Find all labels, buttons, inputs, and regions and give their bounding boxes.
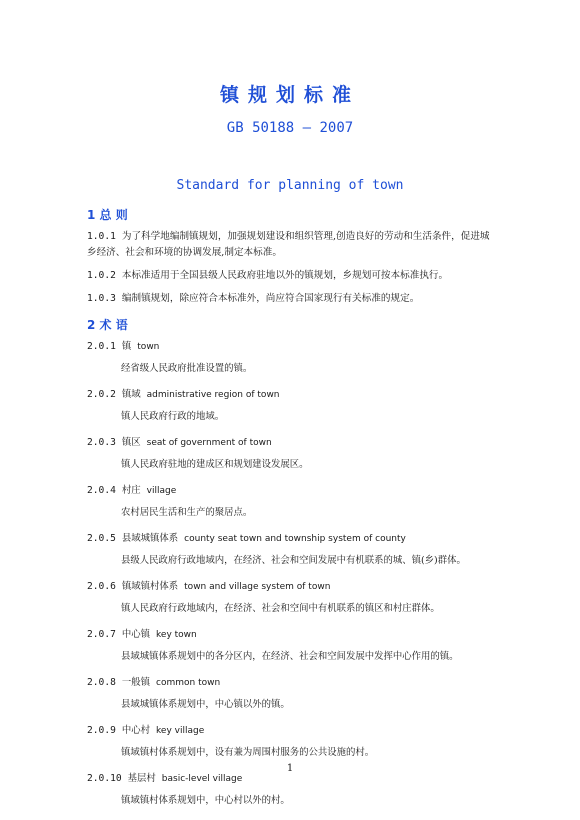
term-chinese: 村庄	[121, 485, 141, 496]
clause-1-0-1	[87, 229, 497, 261]
term-2-0-6	[87, 579, 497, 616]
term-english: key town	[156, 630, 197, 640]
term-chinese: 镇域	[121, 389, 141, 400]
term-number: 2.0.2	[87, 389, 116, 400]
term-definition: 镇域镇村体系规划中，中心村以外的村。	[121, 795, 290, 806]
term-definition: 农村居民生活和生产的聚居点。	[121, 507, 253, 518]
term-definition: 镇人民政府行政地域内，在经济、社会和空间中有机联系的镇区和村庄群体。	[121, 603, 440, 614]
term-number: 2.0.4	[87, 485, 116, 496]
document-title: 镇规划标准	[219, 84, 360, 106]
term-definition: 经省级人民政府批准设置的镇。	[121, 363, 253, 374]
term-chinese: 镇域镇村体系	[121, 581, 179, 592]
term-2-0-7	[87, 627, 497, 664]
page-number: 1	[286, 763, 294, 774]
clause-1-0-3	[87, 291, 497, 307]
clause-number: 1.0.1	[87, 231, 116, 242]
term-english: common town	[156, 678, 221, 688]
term-chinese: 中心村	[121, 725, 151, 736]
term-chinese: 镇	[121, 341, 132, 352]
chapter-1-heading: 1 总 则	[87, 208, 128, 222]
term-number: 2.0.10	[87, 773, 122, 784]
term-definition: 县级人民政府行政地域内，在经济、社会和空间发展中有机联系的城、镇(乡)群体。	[121, 555, 466, 566]
clause-text: 为了科学地编制镇规划，加强规划建设和组织管理,创造良好的劳动和生活条件，促进城乡经济、社会和环境的协调发展,制定本标准。	[87, 231, 490, 258]
clause-1-0-2	[87, 268, 497, 284]
term-definition: 镇人民政府驻地的建成区和规划建设发展区。	[121, 459, 309, 470]
term-2-0-8	[87, 675, 497, 712]
term-chinese: 中心镇	[121, 629, 151, 640]
clause-number: 1.0.3	[87, 293, 116, 304]
term-2-0-2	[87, 387, 497, 424]
term-english: town and village system of town	[184, 582, 331, 592]
term-2-0-4	[87, 483, 497, 520]
term-number: 2.0.5	[87, 533, 116, 544]
term-2-0-3	[87, 435, 497, 472]
term-english: county seat town and township system of county	[184, 534, 406, 544]
term-english: seat of government of town	[146, 438, 272, 448]
term-definition: 镇域镇村体系规划中，设有兼为周围村服务的公共设施的村。	[121, 747, 375, 758]
term-2-0-10	[87, 771, 497, 808]
term-number: 2.0.6	[87, 581, 116, 592]
document-title-english: Standard for planning of town	[176, 178, 404, 193]
term-english: administrative region of town	[146, 390, 280, 400]
term-2-0-5	[87, 531, 497, 568]
document-body	[87, 204, 497, 819]
term-english: key village	[156, 726, 205, 736]
term-number: 2.0.9	[87, 725, 116, 736]
standard-code: GB 50188 — 2007	[226, 120, 354, 136]
term-number: 2.0.7	[87, 629, 116, 640]
term-definition: 县域城镇体系规划中，中心镇以外的镇。	[121, 699, 290, 710]
clause-number: 1.0.2	[87, 270, 116, 281]
term-chinese: 基层村	[127, 773, 156, 784]
term-definition: 镇人民政府行政的地域。	[121, 411, 225, 422]
term-chinese: 县域城镇体系	[121, 533, 179, 544]
term-2-0-9	[87, 723, 497, 760]
term-number: 2.0.1	[87, 341, 116, 352]
term-number: 2.0.8	[87, 677, 116, 688]
term-number: 2.0.3	[87, 437, 116, 448]
term-definition: 县域城镇体系规划中的各分区内，在经济、社会和空间发展中发挥中心作用的镇。	[121, 651, 459, 662]
term-chinese: 一般镇	[121, 677, 151, 688]
term-chinese: 镇区	[121, 437, 141, 448]
term-english: village	[146, 486, 177, 496]
term-2-0-1	[87, 339, 497, 376]
clause-text: 编制镇规划，除应符合本标准外，尚应符合国家现行有关标准的规定。	[121, 293, 420, 304]
clause-text: 本标准适用于全国县级人民政府驻地以外的镇规划，乡规划可按本标准执行。	[121, 270, 449, 281]
term-english: basic-level village	[161, 774, 243, 784]
chapter-2-heading: 2 术 语	[87, 318, 128, 332]
term-english: town	[137, 342, 160, 352]
